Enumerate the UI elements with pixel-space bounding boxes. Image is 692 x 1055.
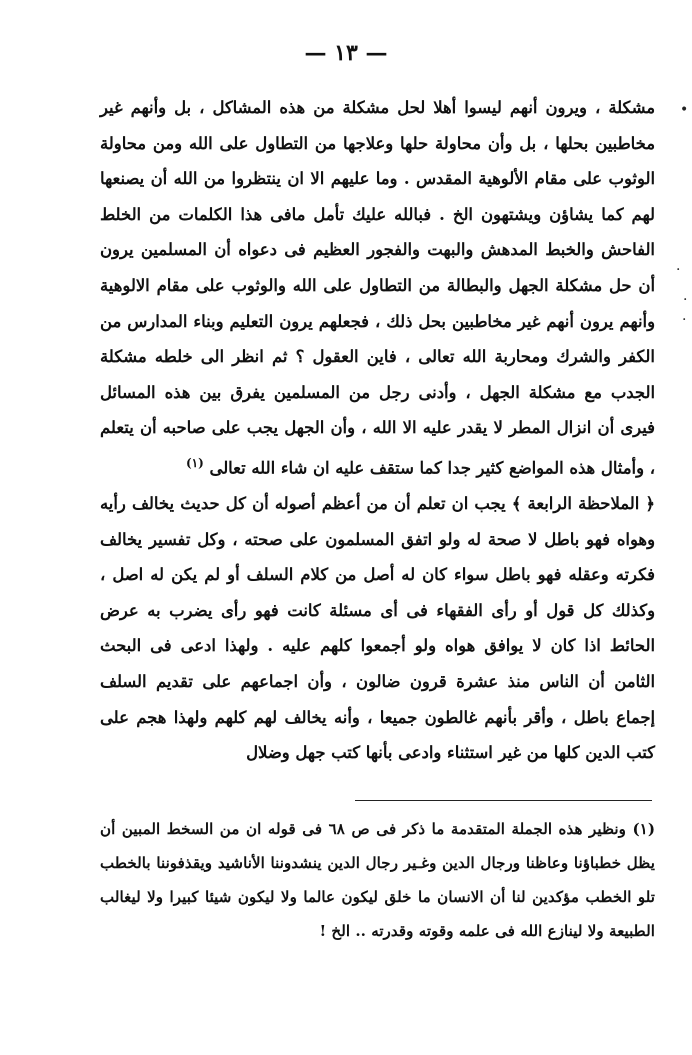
footnote [100, 812, 655, 948]
footnote-reference: (١) [185, 455, 204, 470]
margin-mark-icon: • [680, 102, 689, 118]
page-number: — ١٣ — [304, 40, 388, 66]
margin-mark-icon: · [683, 292, 688, 308]
paragraph-1-text: مشكلة ، ويرون أنهم ليسوا أهلا لحل مشكلة من هذه المشاكل ، بل وأنهم غير مخاطبين بحلها ، بل وأن محاولة حلها وعلاجها من التطاول على الله ومن محاولة الوثوب على مقام الألوهية المقدس . وما عليهم الا ان ينتظروا من الله أن يصنعها لهم كما يشاؤن ويشتهون الخ . فبالله عليك تأمل مافى هذا الكلمات من الخلط الفاحش والخبط المدهش والبهت والفجور العظيم فى دعواه أن المسلمين يرون أن حل مشكلة الجهل والبطالة من التطاول على الله والوثوب على مقام الالوهية وأنهم يرون أنهم غير مخاطبين بحل ذلك ، فجعلهم يرون التعليم وبناء المدارس من الكفر والشرك ومحاربة الله تعالى ، فاين العقول ؟ ثم انظر الى خلطه مشكلة الجدب مع مشكلة الجهل ، وأدنى رجل من المسلمين يفرق بين هذه المسائل فيرى أن انزال المطر لا يقدر عليه الا الله ، وأن الجهل يجب على صاحبه أن يتعلم ، وأمثال هذه المواضع كثير جدا كما ستقف عليه ان شاء الله تعالى [100, 98, 655, 478]
paragraph-2: ﴿ الملاحظة الرابعة ﴾ يجب ان تعلم أن من أعظم أصوله أن كل حديث يخالف رأيه وهواه فهو باطل لا صحة له ولو اتفق المسلمون على صحته ، وكل تفسير يخالف فكرته وعقله فهو باطل سواء كان له أصل من كلام السلف أو لم يكن له اصل ، وكذلك كل قول أو رأى الفقهاء فى أى مسئلة كانت فهو رأى يضرب به عرض الحائط اذا كان لا يوافق هواه ولو أجمعوا كلهم عليه . ولهذا ادعى فى البحث الثامن أن الناس منذ عشرة قرون ضالون ، وأن اجماعهم على تقديم السلف إجماع باطل ، وأقر بأنهم غالطون جميعا ، وأنه يخالف لهم كلهم ولهذا هجم على كتب الدين كلها من غير استثناء وادعى بأنها كتب جهل وضلال [100, 494, 655, 763]
margin-mark-icon: · [682, 312, 687, 328]
footnote-separator [355, 800, 652, 801]
footnote-text: (١) ونظير هذه الجملة المتقدمة ما ذكر فى ص ٦٨ فى قوله ان من السخط المبين أن يظل خطباؤنا وعاظنا ورجال الدين وغـير رجال الدين ينشدوننا الأناشيد ويقذفوننا بالخطب تلو الخطب مؤكدين لنا أن الانسان ما خلق ليكون عالما ولا ليكون شيئا كبيرا ولا ليغالب الطبيعة ولا لينازع الله فى علمه وقوته وقدرته .. الخ ! [100, 820, 656, 940]
margin-mark-icon: · [676, 262, 681, 278]
paragraph-1 [100, 90, 655, 486]
body-text [100, 90, 655, 771]
